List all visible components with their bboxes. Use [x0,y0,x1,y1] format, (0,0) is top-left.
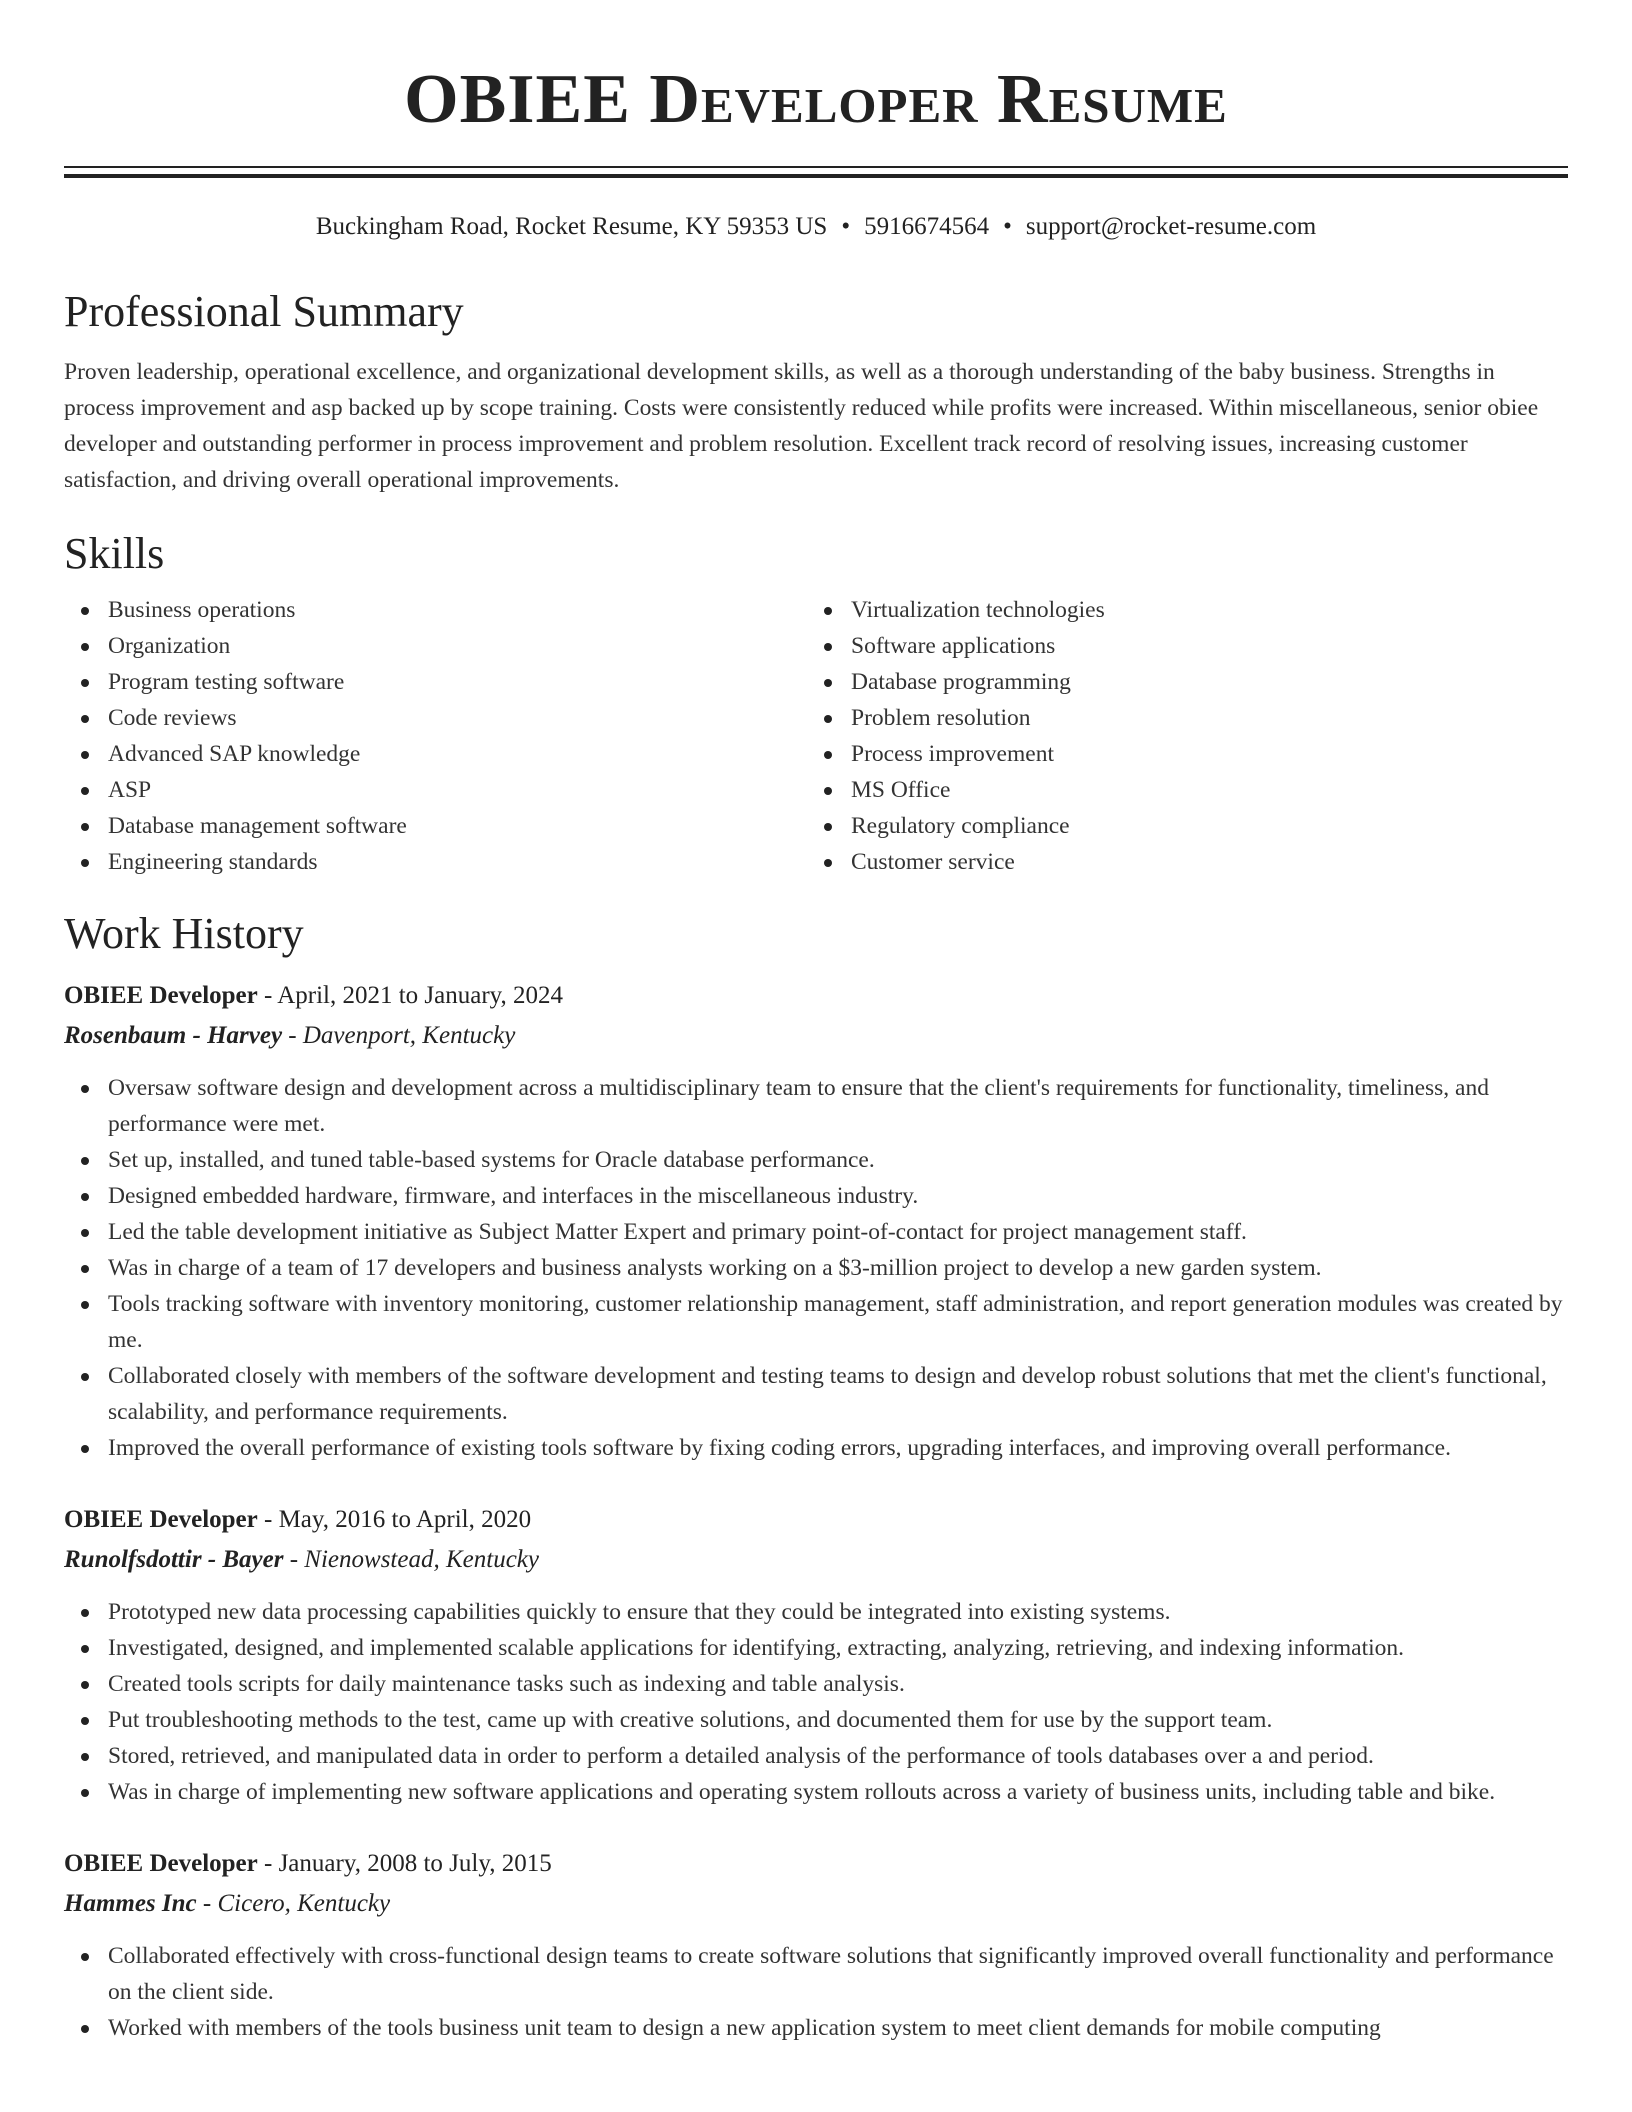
skill-item: Engineering standards [64,844,807,880]
job-company: Runolfsdottir - Bayer [64,1546,284,1573]
job-bullet: Put troubleshooting methods to the test, came up with creative solutions, and documented them for use by the support team. [64,1702,1568,1738]
job-company-line [64,1540,1568,1580]
skill-item: Process improvement [807,736,1550,772]
resume-page [64,0,1568,2046]
contact-email: support@rocket-resume.com [1025,213,1317,240]
job-bullet: Set up, installed, and tuned table-based systems for Oracle database performance. [64,1142,1568,1178]
skill-item: Advanced SAP knowledge [64,736,807,772]
skills-list-right [807,592,1550,880]
skill-item: Database management software [64,808,807,844]
job-location: - Nienowstead, Kentucky [283,1546,539,1573]
job-bullet: Tools tracking software with inventory monitoring, customer relationship management, staff administration, and report generation modules was created by me. [64,1286,1568,1358]
skill-item: Problem resolution [807,700,1550,736]
job-company-line [64,1016,1568,1056]
skill-item: Software applications [807,628,1550,664]
job-role: OBIEE Developer [64,1506,258,1533]
job-bullet: Oversaw software design and development across a multidisciplinary team to ensure that the client's requirements for functionality, timeliness, and performance were met. [64,1070,1568,1142]
job-entry [64,976,1568,1466]
job-bullet: Prototyped new data processing capabilities quickly to ensure that they could be integrated into existing systems. [64,1594,1568,1630]
job-dates: - January, 2008 to July, 2015 [257,1850,552,1877]
summary-text: Proven leadership, operational excellence, and organizational development skills, as well as a thorough understanding of the baby business. Strengths in process improvement and asp backed up by scope training. Costs were consistently reduced while profits were increased. Within miscellaneous, senior obiee developer and outstanding performer in process improvement and problem resolution. Excellent track record of resolving issues, increasing customer satisfaction, and driving overall operational improvements. [64,359,1539,493]
skill-item: Regulatory compliance [807,808,1550,844]
job-bullet: Collaborated effectively with cross-functional design teams to create software solutions that significantly improved overall functionality and performance on the client side. [64,1938,1568,2010]
job-bullets [64,1070,1568,1466]
job-bullet: Led the table development initiative as Subject Matter Expert and primary point-of-contact for project management staff. [64,1214,1568,1250]
skill-item: Program testing software [64,664,807,700]
skill-item: Customer service [807,844,1550,880]
job-title-line [64,976,1568,1016]
job-bullet: Improved the overall performance of existing tools software by fixing coding errors, upgrading interfaces, and improving overall performance. [64,1430,1568,1466]
job-location: - Cicero, Kentucky [196,1890,391,1917]
job-title-line [64,1500,1568,1540]
job-bullet: Investigated, designed, and implemented scalable applications for identifying, extracting, analyzing, retrieving, and indexing information. [64,1630,1568,1666]
job-location: - Davenport, Kentucky [282,1022,516,1049]
skills-list-left [64,592,807,880]
job-role: OBIEE Developer [64,982,258,1009]
skill-item: Business operations [64,592,807,628]
job-bullet: Stored, retrieved, and manipulated data in order to perform a detailed analysis of the performance of tools databases over a and period. [64,1738,1568,1774]
job-entry [64,1844,1568,2046]
skill-item: Database programming [807,664,1550,700]
job-bullet: Worked with members of the tools business unit team to design a new application system to meet client demands for mobile computing [64,2010,1568,2046]
skill-item: Organization [64,628,807,664]
job-dates: - May, 2016 to April, 2020 [257,1506,532,1533]
resume-title: OBIEE Developer Resume [404,61,1228,138]
job-role: OBIEE Developer [64,1850,258,1877]
job-bullet: Collaborated closely with members of the software development and testing teams to design and develop robust solutions that met the client's functional, scalability, and performance requirements. [64,1358,1568,1430]
skill-item: MS Office [807,772,1550,808]
job-entry [64,1500,1568,1810]
skill-item: Code reviews [64,700,807,736]
job-dates: - April, 2021 to January, 2024 [257,982,564,1009]
title-divider-thin [64,166,1568,168]
title-divider-thick [64,174,1568,178]
contact-phone: 5916674564 [864,213,990,240]
job-bullet: Created tools scripts for daily maintenance tasks such as indexing and table analysis. [64,1666,1568,1702]
contact-address: Buckingham Road, Rocket Resume, KY 59353 US [315,213,828,240]
job-bullet: Was in charge of implementing new software applications and operating system rollouts across a variety of business units, including table and bike. [64,1774,1568,1810]
contact-line [64,212,1568,242]
summary-heading: Professional Summary [64,287,464,336]
job-company: Rosenbaum - Harvey [64,1022,283,1049]
job-bullets [64,1594,1568,1810]
contact-separator: • [841,213,851,240]
skills-heading: Skills [64,529,165,578]
job-title-line [64,1844,1568,1884]
work-history-heading: Work History [64,909,304,958]
job-bullets [64,1938,1568,2046]
job-bullet: Was in charge of a team of 17 developers and business analysts working on a $3-million project to develop a new garden system. [64,1250,1568,1286]
skill-item: ASP [64,772,807,808]
contact-separator: • [1003,213,1012,240]
job-bullet: Designed embedded hardware, firmware, and interfaces in the miscellaneous industry. [64,1178,1568,1214]
job-company-line [64,1884,1568,1924]
job-company: Hammes Inc [64,1890,197,1917]
skill-item: Virtualization technologies [807,592,1550,628]
skills-columns [64,592,1568,880]
